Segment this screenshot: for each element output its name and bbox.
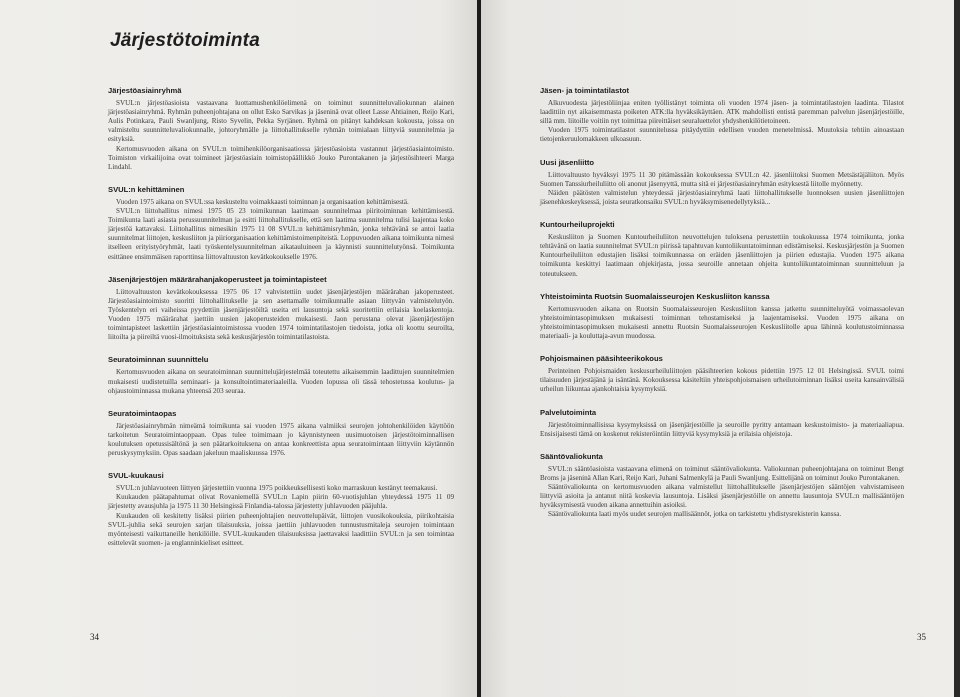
- right-page: [481, 0, 960, 697]
- section-heading: Yhteistoiminta Ruotsin Suomalaisseurojen Keskusliiton kanssa: [540, 291, 770, 301]
- section-paragraph: Kertomusvuoden aikana on seuratoiminnan suunnittelujärjestelmää toteutettu aikaisemmin laadittujen suunnitelmien mukaisesti uudistetuilla seminaari- ja konsultointimateriaaleilla. Vuoden lopussa oli tässä tehostetussa koulutus- ja ohjaustoiminnassa mukana yhteensä 203 seuraa.: [108, 368, 454, 395]
- section-heading: Seuratoiminnan suunnittelu: [108, 355, 209, 365]
- section-heading: Palvelutoiminta: [540, 407, 597, 417]
- section: [540, 452, 904, 520]
- section-paragraph: Kuukauden oli keskitetty lisäksi piirien puheenjohtajien neuvottelupäivät, liittojen vuosikokouksia, piirikohtaisia SVUL-juhlia sekä seurojen sarjan tilaisuuksia, joissa jaettiin juhlavuoden tunnustusmitaleja seurojen toimintaan myönteisesti vaikuttaneille henkilöille. SVUL-kuukauden tilaisuuksissa jaettavaksi laadittiin SVUL:n ja sen toimintaa esittelevät suomen- ja englanninkieliset esitteet.: [108, 511, 454, 547]
- section-heading: SVUL-kuukausi: [108, 471, 164, 481]
- section-heading: Seuratoimintaopas: [108, 408, 177, 418]
- section: [108, 185, 454, 262]
- section-paragraph: Alkuvuodesta järjestöliinjaa eniten työllistänyt toiminta oli vuoden 1974 jäsen- ja toimintatilastojen laadinta. Tilastot laadittiin nyt aikaisemmasta poiketen ATK:lla hyväksikäyttäen. ATK mahdollisti entistä paremman palvelun jäsenjärjestöille, sillä mm. liitoille voitiin nyt toimittaa piireittäiset seuraluettelot yhdyshenkilötietoineen.: [540, 99, 904, 126]
- section-paragraph: SVUL:n sääntöasioista vastaavana elimenä on toiminut sääntövaliokunta. Valiokunnan puheenjohtajana on toiminut Bengt Broms ja jäseninä Allan Kari, Reijo Kari, Juhani Salmenkylä ja Pauli Swanljung. Esittelijänä on toiminut Jouko Purontakanen.: [540, 464, 904, 483]
- section-paragraph: Liittovaltuuston kevätkokouksessa 1975 06 17 vahvistettiin uudet jäsenjärjestöjen määrärahan jakoperusteet. Järjestöasiaintoimisto suoritti liittohallitukselle ja sen asettamalle toimikunnalle asiaan liittyvän valmistelutyön. Työskentelyn eri vaiheissa pyydettiin jäsenjärjestöiltä useita eri lausuntoja sekä suoritettiin erilaisia koelaskentoja. Vuoden 1975 määrärahat jaettiin uusien jakoperusteiden mukaisesti. Jaon perustana olevat jäsenjärjestöjen toimintapisteet laskettiin järjestöasiaintoimistossa vuoden 1974 toimintatilastojen tiedoista, jotka oli koottu seuroilta, liitoilta ja piireiltä vuosi-ilmoituksista sekä keskusjärjestön toimintatilastoista.: [108, 287, 454, 342]
- left-column: [108, 86, 454, 561]
- section-heading: SVUL:n kehittäminen: [108, 184, 185, 194]
- chapter-title: Järjestötoiminta: [110, 30, 260, 51]
- section-paragraph: SVUL:n liittohallitus nimesi 1975 05 23 toimikunnan laatimaan suunnitelmaa piiritoiminnan kehittämisestä. Toimikunta laati asiasta perussuunnitelman ja esitti liittohallitukselle, että sen laatima suunnitelma tulisi laajentaa koko järjestöä kattavaksi. Liittohallitus nimesikin 1975 11 08 SVUL:n kehittämisryhmän, jonka tehtävänä se antoi laatia suunnitelmat liittojen, keskusliiton ja piiriorganisaation kehittämistoimenpiteistä. Loppuvuoden aikana toimikunta nimesi itselleen erityistyöryhmät, laati työskentelysuunnitelman aikatauluineen ja käynnisti suunnittelutyönsä. Toimikunta esittänee ensimmäisen raporttinsa liittovaltuuston kevätkokoukselle 1976.: [108, 207, 454, 261]
- section-paragraph: Keskusliiton ja Suomen Kuntourheiluliiton neuvottelujen tuloksena perustettiin toukokuussa 1974 toimikunta, jonka tehtävänä on laatia suunnitelmat SVUL:n piirissä tapahtuvan kuntoliikuntatoiminnan edistämiseksi. Keskusjärjestön ja Suomen Kuntourheiluliiton edustajien lisäksi toimikunnassa on eräiden jäsenliittojen ja piirien edustajia. Vuoden 1975 aikana toimikunta keskittyi laatimaan ohjekirjasta, jossa seuroille annetaan ohjeita kuntoliikuntatoiminnan suunnitteluun ja toteutukseen.: [540, 233, 904, 278]
- section: [108, 355, 454, 395]
- section-paragraph: Kuukauden päätapahtumat olivat Rovaniemellä SVUL:n Lapin piirin 60-vuotisjuhlan yhteydessä 1975 11 09 järjestetty avausjuhla ja 1975 11 30 Helsingissä Finlandia-talossa järjestetty juhlavuoden pääjuhla.: [108, 493, 454, 511]
- section-paragraph: Sääntövaliokunta on kertomusvuoden aikana valmistellut liittohallitukselle jäsenjärjestöjen sääntöjen vahvistamiseen liittyviä asioita ja antanut niitä koskevia lausuntoja. Lisäksi jäsenjärjestöille on annettu lausuntoja SVUL:n mallisääntöjen hyväksymisestä vuoden aikana annettuihin asioiksi.: [540, 483, 904, 510]
- right-column: [540, 86, 904, 532]
- section: [540, 408, 904, 439]
- section: [540, 158, 904, 207]
- section-paragraph: Näiden päätösten valmistelun yhteydessä järjestöasiainryhmä laati liittohallitukselle luonnoksen uusien jäsenliittojen jäsenehkeskeyksessä, joista seuratkonsaiku SVUL:n hyväksymisenedellytyksiä...: [540, 188, 904, 206]
- section-paragraph: Perinteinen Pohjoismaiden keskusurheiluliittojen pääsihteerien kokous pidettiin 1975 12 01 Helsingissä. SVUL toimi tilaisuuden järjestäjänä ja isäntänä. Kokouksessa käsiteltiin yhteispohjoismaisen urheilutoiminnan lisäksi useita kansainvälisiä urheilun liikuntaa ajankohtaisia kysymyksiä.: [540, 367, 904, 394]
- section-paragraph: SVUL:n järjestöasioista vastaavana luottamushenkilöelimenä on toiminut suunnitteluvaliokunnan alainen järjestöasiainryhmä. Ryhmän puheenjohtajana on ollut Esko Sarvikas ja jäseninä ovat olleet Lasse Ahtiainen, Reijo Kari, Aulis Potinkara, Pauli Swanljung, Risto Syvelin, Pekka Syrjänen. Ryhmä on pitänyt kahdeksan kokousta, joissa on valmisteltu suunnitteluvaliokunnalle, johtoryhmälle ja liittohallitukselle ryhmän toimialaan liittyviä suunnitelmia ja esityksiä.: [108, 99, 454, 144]
- section-heading: Uusi jäsenliitto: [540, 157, 595, 167]
- section: [108, 275, 454, 343]
- left-page: [0, 0, 478, 697]
- section: [540, 292, 904, 341]
- section-paragraph: Kertomusvuoden aikana on Ruotsin Suomalaisseurojen Keskusliiton kanssa jatkettu suunnitteluyötä voimassaolevan yhteistoimintasopimuksen mukaisesti toiminnan tehostamiseksi ja laajentamiseksi. Vuoden 1975 aikana on yhteistoimintasopimuksen mukaisesti annettu Ruotsin Suomalaisseurojen Keskusliitolle apua lähinnä koulutustoiminnassa materiaali- ja kouluttaja-avun muodossa.: [540, 304, 904, 341]
- section: [108, 86, 454, 172]
- section-paragraph: Kertomusvuoden aikana on SVUL:n toimihenkilöorganisaatiossa järjestöasioista vastannut järjestöasiaintoimisto. Toimiston virkailijoina ovat toimineet järjestöasiain toimistopäällikkö Jouko Purontakanen ja järjestösihteeri Marga Lindahl.: [108, 144, 454, 171]
- section-heading: Jäsen- ja toimintatilastot: [540, 86, 630, 95]
- section: [108, 471, 454, 548]
- section: [540, 354, 904, 394]
- section-heading: Kuntourheiluprojekti: [540, 220, 615, 230]
- scan-edge: [954, 0, 960, 697]
- section-paragraph: Vuoden 1975 aikana on SVUL:ssa keskusteltu voimakkaasti toiminnan ja organisaation kehittämisestä.: [116, 197, 409, 206]
- section: [540, 220, 904, 279]
- section-paragraph: Järjestötoiminnallisissa kysymyksissä on jäsenjärjestöille ja seuroille pyritty antamaan keskustoimisto- ja materiaaliapua. Ensisijaisesti tämä on koskenut rekisteröintiin liittyviä kysymyksiä ja erilaisia ohjeistoja.: [540, 420, 904, 438]
- section: [540, 86, 904, 145]
- section-paragraph: SVUL:n juhlavuoteen liittyen järjestettiin vuonna 1975 poikkeuksellisesti koko marraskuun kestänyt teemakausi.: [116, 484, 438, 493]
- section-paragraph: Järjestöasiainryhmän nimeämä toimikunta sai vuoden 1975 aikana valmiiksi seurojen johtohenkilöiden käyttöön tarkoitetun Seuratoimintaoppaan. Opas tulee toimimaan jo käynnistyneen uusimuotoisen järjestötoiminnallisen koulutuksen opetussisältönä ja sen päätarkoituksena on antaa konkreettista apua seuratoimintaan liittyviin käytännön peruskysymyksiin. Opas saadaan jakeluun maaliskuussa 1976.: [108, 421, 454, 458]
- section-heading: Jäsenjärjestöjen määrärahanjakoperusteet ja toimintapisteet: [108, 274, 327, 284]
- section-heading: Sääntövaliokunta: [540, 451, 603, 461]
- section-heading: Pohjoismainen pääsihteerikokous: [540, 354, 663, 364]
- section-paragraph: Sääntövaliokunta laati myös uudet seurojen mallisäännöt, jotka on tarkistettu yhdistysrekisterin kanssa.: [548, 510, 842, 519]
- section: [108, 409, 454, 458]
- section-paragraph: Liittovaltuusto hyväksyi 1975 11 30 pitämässään kokouksessa SVUL:n 42. jäsenliitoksi Suomen Metsästäjäliiton. Myös Suomen Tanssiurheiluliitto oli anonut jäsenyyttä, mutta sitä ei järjestöasiainryhmän esityksestä liitolle myönnetty.: [540, 170, 904, 188]
- page-number-left: 34: [90, 632, 99, 642]
- page-number-right: 35: [917, 632, 926, 642]
- section-heading: Järjestöasiainryhmä: [108, 86, 182, 95]
- section-paragraph: Vuoden 1975 toimintatilastot suunnitelussa pitäydyttiin edellisen vuoden menetelmissä. Muutoksia tehtiin ainoastaan tietojenkeruulomakkeen ulkoasuun.: [540, 126, 904, 144]
